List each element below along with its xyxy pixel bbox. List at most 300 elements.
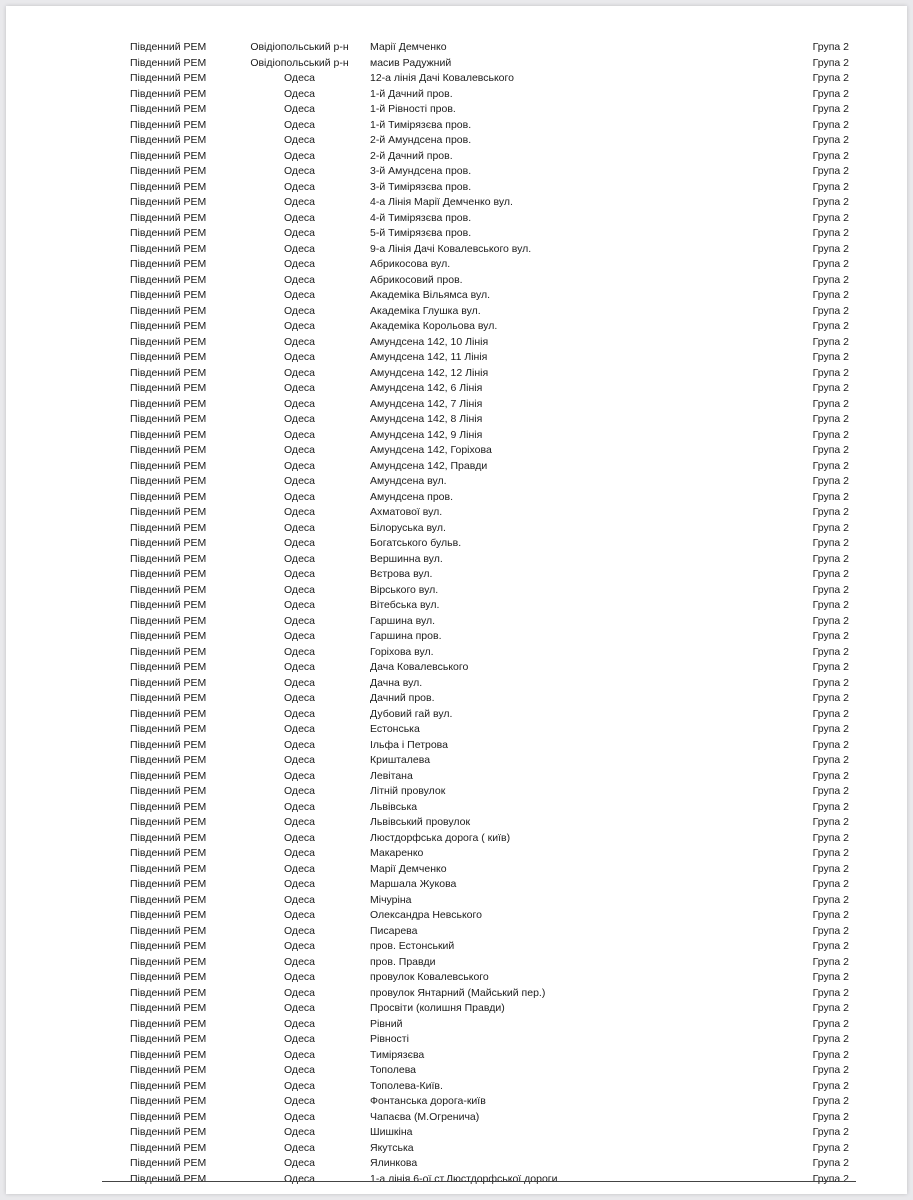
rem-cell: Південний РЕМ <box>130 413 207 425</box>
district-cell: Одеса <box>284 165 315 177</box>
district-cell: Одеса <box>284 413 315 425</box>
group-cell: Група 2 <box>812 537 849 549</box>
district-cell: Одеса <box>284 72 315 84</box>
district-cell: Одеса <box>284 1141 315 1154</box>
district-cell: Одеса <box>284 211 315 224</box>
table-row <box>6 1063 907 1079</box>
table-row <box>6 614 907 630</box>
district-cell: Одеса <box>284 955 315 968</box>
rem-cell: Південний РЕМ <box>130 180 207 193</box>
table-row <box>6 800 907 816</box>
street-cell: Фонтанська дорога-київ <box>370 1095 486 1107</box>
district-cell: Одеса <box>284 196 315 208</box>
rem-cell: Південний РЕМ <box>130 1048 207 1061</box>
district-cell: Овідіопольський р-н <box>250 41 349 53</box>
street-cell: Просвіти (колишня Правди) <box>370 1002 505 1014</box>
table-row <box>6 707 907 723</box>
district-cell: Одеса <box>284 924 315 937</box>
group-cell: Група 2 <box>812 630 849 642</box>
rem-cell: Південний РЕМ <box>130 289 207 301</box>
district-cell: Одеса <box>284 366 315 379</box>
group-cell: Група 2 <box>812 1033 849 1045</box>
rem-cell: Південний РЕМ <box>130 444 207 456</box>
group-cell: Група 2 <box>812 459 849 472</box>
group-cell: Група 2 <box>812 41 849 53</box>
rem-cell: Південний РЕМ <box>130 258 207 270</box>
street-cell: Люстдорфська дорога ( київ) <box>370 831 511 844</box>
district-cell: Одеса <box>284 738 315 751</box>
district-cell: Одеса <box>284 103 315 115</box>
group-cell: Група 2 <box>812 893 849 906</box>
district-cell: Одеса <box>284 583 315 596</box>
rem-cell: Південний РЕМ <box>130 862 207 875</box>
table-row <box>6 1017 907 1033</box>
street-cell: Гаршина пров. <box>370 630 442 642</box>
street-cell: Олександра Невського <box>370 909 482 921</box>
group-cell: Група 2 <box>812 645 849 658</box>
table-row <box>6 691 907 707</box>
rem-cell: Південний РЕМ <box>130 211 207 224</box>
rem-cell: Південний РЕМ <box>130 149 207 162</box>
district-cell: Одеса <box>284 676 315 689</box>
street-cell: 4-а Лінія Марії Демченко вул. <box>370 196 513 208</box>
group-cell: Група 2 <box>812 413 849 425</box>
table-row <box>6 412 907 428</box>
rem-cell: Південний РЕМ <box>130 1110 207 1123</box>
street-cell: Рівний <box>370 1017 403 1030</box>
rem-cell: Південний РЕМ <box>130 707 207 720</box>
street-cell: 1-й Дачний пров. <box>370 87 453 100</box>
rem-cell: Південний РЕМ <box>130 118 207 131</box>
rem-cell: Південний РЕМ <box>130 382 207 394</box>
table-row <box>6 552 907 568</box>
table-row <box>6 908 907 924</box>
rem-cell: Південний РЕМ <box>130 1064 207 1076</box>
table-row <box>6 1094 907 1110</box>
rem-cell: Південний РЕМ <box>130 490 207 503</box>
rem-cell: Південний РЕМ <box>130 459 207 472</box>
street-cell: Макаренко <box>370 847 424 859</box>
rem-cell: Південний РЕМ <box>130 831 207 844</box>
street-cell: 4-й Тимірязєва пров. <box>370 211 472 224</box>
table-row <box>6 893 907 909</box>
table-row <box>6 676 907 692</box>
district-cell: Одеса <box>284 459 315 472</box>
table-row <box>6 397 907 413</box>
group-cell: Група 2 <box>812 707 849 720</box>
district-cell: Овідіопольський р-н <box>250 56 349 69</box>
document-page <box>6 6 907 1194</box>
street-cell: Чапаєва (М.Огренича) <box>370 1110 480 1123</box>
street-cell: Амундсена 142, Правди <box>370 459 488 472</box>
group-cell: Група 2 <box>812 1017 849 1030</box>
table-row <box>6 242 907 258</box>
group-cell: Група 2 <box>812 149 849 162</box>
group-cell: Група 2 <box>812 1002 849 1014</box>
street-cell: Літній провулок <box>370 785 446 797</box>
street-cell: Білоруська вул. <box>370 521 446 534</box>
rem-cell: Південний РЕМ <box>130 599 207 611</box>
district-cell: Одеса <box>284 273 315 286</box>
district-cell: Одеса <box>284 335 315 348</box>
district-cell: Одеса <box>284 227 315 239</box>
group-cell: Група 2 <box>812 134 849 146</box>
group-cell: Група 2 <box>812 754 849 766</box>
district-cell: Одеса <box>284 475 315 487</box>
district-cell: Одеса <box>284 506 315 518</box>
table-row <box>6 939 907 955</box>
table-row <box>6 846 907 862</box>
rem-cell: Південний РЕМ <box>130 475 207 487</box>
group-cell: Група 2 <box>812 924 849 937</box>
group-cell: Група 2 <box>812 444 849 456</box>
group-cell: Група 2 <box>812 397 849 410</box>
district-cell: Одеса <box>284 537 315 549</box>
table-row <box>6 273 907 289</box>
district-cell: Одеса <box>284 614 315 627</box>
street-cell: Дача Ковалевського <box>370 661 469 673</box>
table-row <box>6 443 907 459</box>
rem-cell: Південний РЕМ <box>130 304 207 317</box>
district-cell: Одеса <box>284 568 315 580</box>
group-cell: Група 2 <box>812 506 849 518</box>
district-cell: Одеса <box>284 862 315 875</box>
district-cell: Одеса <box>284 1048 315 1061</box>
table-row <box>6 87 907 103</box>
table-row <box>6 102 907 118</box>
street-cell: Шишкіна <box>370 1126 413 1138</box>
district-cell: Одеса <box>284 661 315 673</box>
table-row <box>6 133 907 149</box>
table-row <box>6 1001 907 1017</box>
district-cell: Одеса <box>284 630 315 642</box>
table-row <box>6 1110 907 1126</box>
table-row <box>6 769 907 785</box>
rem-cell: Південний РЕМ <box>130 397 207 410</box>
rem-cell: Південний РЕМ <box>130 645 207 658</box>
table-row <box>6 1156 907 1172</box>
table-row <box>6 257 907 273</box>
group-cell: Група 2 <box>812 676 849 689</box>
table-row <box>6 288 907 304</box>
rem-cell: Південний РЕМ <box>130 537 207 549</box>
street-cell: Амундсена вул. <box>370 475 447 487</box>
table-row <box>6 877 907 893</box>
rem-cell: Південний РЕМ <box>130 428 207 441</box>
group-cell: Група 2 <box>812 273 849 286</box>
district-cell: Одеса <box>284 1126 315 1138</box>
street-cell: 12-а лінія Дачі Ковалевського <box>370 72 514 84</box>
group-cell: Група 2 <box>812 475 849 487</box>
table-row <box>6 955 907 971</box>
rem-cell: Південний РЕМ <box>130 366 207 379</box>
rem-cell: Південний РЕМ <box>130 103 207 115</box>
rem-cell: Південний РЕМ <box>130 738 207 751</box>
group-cell: Група 2 <box>812 1110 849 1123</box>
group-cell: Група 2 <box>812 692 849 704</box>
group-cell: Група 2 <box>812 1064 849 1076</box>
table-row <box>6 459 907 475</box>
street-cell: 9-а Лінія Дачі Ковалевського вул. <box>370 242 532 255</box>
group-cell: Група 2 <box>812 211 849 224</box>
district-cell: Одеса <box>284 769 315 782</box>
district-cell: Одеса <box>284 351 315 363</box>
street-cell: Академіка Вільямса вул. <box>370 289 491 301</box>
rem-cell: Південний РЕМ <box>130 924 207 937</box>
street-cell: Львівський провулок <box>370 816 471 828</box>
street-cell: Академіка Глушка вул. <box>370 304 481 317</box>
group-cell: Група 2 <box>812 816 849 828</box>
table-row <box>6 1048 907 1064</box>
group-cell: Група 2 <box>812 521 849 534</box>
rem-cell: Південний РЕМ <box>130 754 207 766</box>
table-row <box>6 71 907 87</box>
street-cell: Писарева <box>370 924 418 937</box>
group-cell: Група 2 <box>812 304 849 317</box>
group-cell: Група 2 <box>812 118 849 131</box>
district-cell: Одеса <box>284 986 315 999</box>
rem-cell: Південний РЕМ <box>130 630 207 642</box>
table-row <box>6 521 907 537</box>
street-cell: Богатського бульв. <box>370 537 462 549</box>
group-cell: Група 2 <box>812 599 849 611</box>
table-row <box>6 335 907 351</box>
rem-cell: Південний РЕМ <box>130 227 207 239</box>
street-cell: Мічуріна <box>370 893 412 906</box>
rem-cell: Південний РЕМ <box>130 41 207 53</box>
street-cell: Тополева <box>370 1064 416 1076</box>
district-cell: Одеса <box>284 1017 315 1030</box>
table-row <box>6 226 907 242</box>
table-row <box>6 1125 907 1141</box>
rem-cell: Південний РЕМ <box>130 1172 207 1185</box>
district-cell: Одеса <box>284 444 315 456</box>
street-cell: провулок Янтарний (Майський пер.) <box>370 986 546 999</box>
table-row <box>6 366 907 382</box>
street-cell: Тимірязєва <box>370 1048 425 1061</box>
table-row <box>6 474 907 490</box>
group-cell: Група 2 <box>812 1172 849 1185</box>
street-cell: Вєтрова вул. <box>370 568 433 580</box>
district-cell: Одеса <box>284 149 315 162</box>
street-cell: масив Радужний <box>370 56 452 69</box>
table-row <box>6 970 907 986</box>
rem-cell: Південний РЕМ <box>130 165 207 177</box>
street-cell: провулок Ковалевського <box>370 971 489 983</box>
group-cell: Група 2 <box>812 242 849 255</box>
street-cell: Амундсена 142, 6 Лінія <box>370 382 483 394</box>
rem-cell: Південний РЕМ <box>130 909 207 921</box>
group-cell: Група 2 <box>812 227 849 239</box>
table-row <box>6 815 907 831</box>
group-cell: Група 2 <box>812 351 849 363</box>
district-cell: Одеса <box>284 304 315 317</box>
group-cell: Група 2 <box>812 366 849 379</box>
group-cell: Група 2 <box>812 72 849 84</box>
district-cell: Одеса <box>284 1157 315 1169</box>
group-cell: Група 2 <box>812 1141 849 1154</box>
table-row <box>6 567 907 583</box>
rem-cell: Південний РЕМ <box>130 614 207 627</box>
district-cell: Одеса <box>284 1079 315 1092</box>
street-cell: Рівності <box>370 1033 409 1045</box>
group-cell: Група 2 <box>812 862 849 875</box>
district-cell: Одеса <box>284 645 315 658</box>
group-cell: Група 2 <box>812 382 849 394</box>
rem-cell: Південний РЕМ <box>130 273 207 286</box>
table-row <box>6 211 907 227</box>
district-cell: Одеса <box>284 118 315 131</box>
district-cell: Одеса <box>284 258 315 270</box>
table-row <box>6 304 907 320</box>
rem-cell: Південний РЕМ <box>130 971 207 983</box>
rem-cell: Південний РЕМ <box>130 940 207 952</box>
group-cell: Група 2 <box>812 428 849 441</box>
group-cell: Група 2 <box>812 847 849 859</box>
street-cell: Абрикосова вул. <box>370 258 451 270</box>
street-cell: Вершинна вул. <box>370 552 443 565</box>
rem-cell: Південний РЕМ <box>130 847 207 859</box>
rem-cell: Південний РЕМ <box>130 1079 207 1092</box>
group-cell: Група 2 <box>812 196 849 208</box>
district-cell: Одеса <box>284 289 315 301</box>
table-row <box>6 56 907 72</box>
street-cell: Тополева-Київ. <box>370 1079 443 1092</box>
street-cell: Марії Демченко <box>370 862 447 875</box>
street-cell: Ялинкова <box>370 1157 418 1169</box>
table-row <box>6 645 907 661</box>
district-cell: Одеса <box>284 831 315 844</box>
street-cell: Вірського вул. <box>370 583 439 596</box>
rem-cell: Південний РЕМ <box>130 1141 207 1154</box>
street-cell: Абрикосовий пров. <box>370 273 463 286</box>
group-cell: Група 2 <box>812 568 849 580</box>
group-cell: Група 2 <box>812 1048 849 1061</box>
table-row <box>6 536 907 552</box>
district-cell: Одеса <box>284 180 315 193</box>
district-cell: Одеса <box>284 320 315 332</box>
district-cell: Одеса <box>284 1033 315 1045</box>
rem-cell: Південний РЕМ <box>130 1033 207 1045</box>
rem-cell: Південний РЕМ <box>130 552 207 565</box>
street-cell: 2-й Амундсена пров. <box>370 134 472 146</box>
rem-cell: Південний РЕМ <box>130 583 207 596</box>
table-row <box>6 350 907 366</box>
rem-cell: Південний РЕМ <box>130 335 207 348</box>
district-cell: Одеса <box>284 382 315 394</box>
group-cell: Група 2 <box>812 831 849 844</box>
table-row <box>6 784 907 800</box>
district-cell: Одеса <box>284 490 315 503</box>
group-cell: Група 2 <box>812 165 849 177</box>
group-cell: Група 2 <box>812 800 849 813</box>
street-cell: Якутська <box>370 1141 414 1154</box>
table-row <box>6 722 907 738</box>
street-cell: Академіка Корольова вул. <box>370 320 498 332</box>
group-cell: Група 2 <box>812 614 849 627</box>
group-cell: Група 2 <box>812 1095 849 1107</box>
table-row <box>6 1079 907 1095</box>
table-row <box>6 924 907 940</box>
group-cell: Група 2 <box>812 335 849 348</box>
district-cell: Одеса <box>284 800 315 813</box>
street-cell: Амундсена 142, 12 Лінія <box>370 366 489 379</box>
group-cell: Група 2 <box>812 490 849 503</box>
district-cell: Одеса <box>284 1095 315 1107</box>
group-cell: Група 2 <box>812 1126 849 1138</box>
district-cell: Одеса <box>284 1172 315 1185</box>
table-row <box>6 490 907 506</box>
table-row <box>6 505 907 521</box>
street-cell: Амундсена 142, 7 Лінія <box>370 397 483 410</box>
district-cell: Одеса <box>284 599 315 611</box>
rem-cell: Південний РЕМ <box>130 955 207 968</box>
district-cell: Одеса <box>284 552 315 565</box>
district-cell: Одеса <box>284 847 315 859</box>
rem-cell: Південний РЕМ <box>130 723 207 735</box>
street-cell: Вітебська вул. <box>370 599 440 611</box>
street-cell: Амундсена 142, 9 Лінія <box>370 428 483 441</box>
table-row <box>6 180 907 196</box>
rem-cell: Південний РЕМ <box>130 893 207 906</box>
rem-cell: Південний РЕМ <box>130 506 207 518</box>
street-cell: Амундсена 142, Горіхова <box>370 444 492 456</box>
district-cell: Одеса <box>284 134 315 146</box>
district-cell: Одеса <box>284 521 315 534</box>
table-row <box>6 598 907 614</box>
table-row <box>6 195 907 211</box>
street-cell: пров. Естонський <box>370 940 455 952</box>
rem-cell: Південний РЕМ <box>130 1002 207 1014</box>
street-cell: пров. Правди <box>370 955 436 968</box>
group-cell: Група 2 <box>812 320 849 332</box>
group-cell: Група 2 <box>812 258 849 270</box>
district-cell: Одеса <box>284 1110 315 1123</box>
group-cell: Група 2 <box>812 986 849 999</box>
rem-cell: Південний РЕМ <box>130 878 207 890</box>
street-cell: Львівська <box>370 800 418 813</box>
street-cell: Дубовий гай вул. <box>370 707 453 720</box>
group-cell: Група 2 <box>812 940 849 952</box>
street-cell: Дачна вул. <box>370 676 423 689</box>
district-cell: Одеса <box>284 1064 315 1076</box>
district-cell: Одеса <box>284 816 315 828</box>
street-cell: Ільфа і Петрова <box>370 738 448 751</box>
district-cell: Одеса <box>284 87 315 100</box>
district-cell: Одеса <box>284 692 315 704</box>
rem-cell: Південний РЕМ <box>130 56 207 69</box>
address-table <box>6 40 907 1187</box>
table-row <box>6 1032 907 1048</box>
street-cell: Дачний пров. <box>370 692 435 704</box>
table-bottom-rule <box>102 1181 856 1182</box>
rem-cell: Південний РЕМ <box>130 816 207 828</box>
street-cell: Амундсена 142, 11 Лінія <box>370 351 488 363</box>
street-cell: 5-й Тимірязєва пров. <box>370 227 472 239</box>
table-row <box>6 319 907 335</box>
rem-cell: Південний РЕМ <box>130 568 207 580</box>
group-cell: Група 2 <box>812 769 849 782</box>
district-cell: Одеса <box>284 878 315 890</box>
table-row <box>6 660 907 676</box>
group-cell: Група 2 <box>812 878 849 890</box>
group-cell: Група 2 <box>812 738 849 751</box>
rem-cell: Південний РЕМ <box>130 521 207 534</box>
street-cell: Амундсена 142, 8 Лінія <box>370 413 483 425</box>
rem-cell: Південний РЕМ <box>130 72 207 84</box>
street-cell: Горіхова вул. <box>370 645 434 658</box>
group-cell: Група 2 <box>812 785 849 797</box>
